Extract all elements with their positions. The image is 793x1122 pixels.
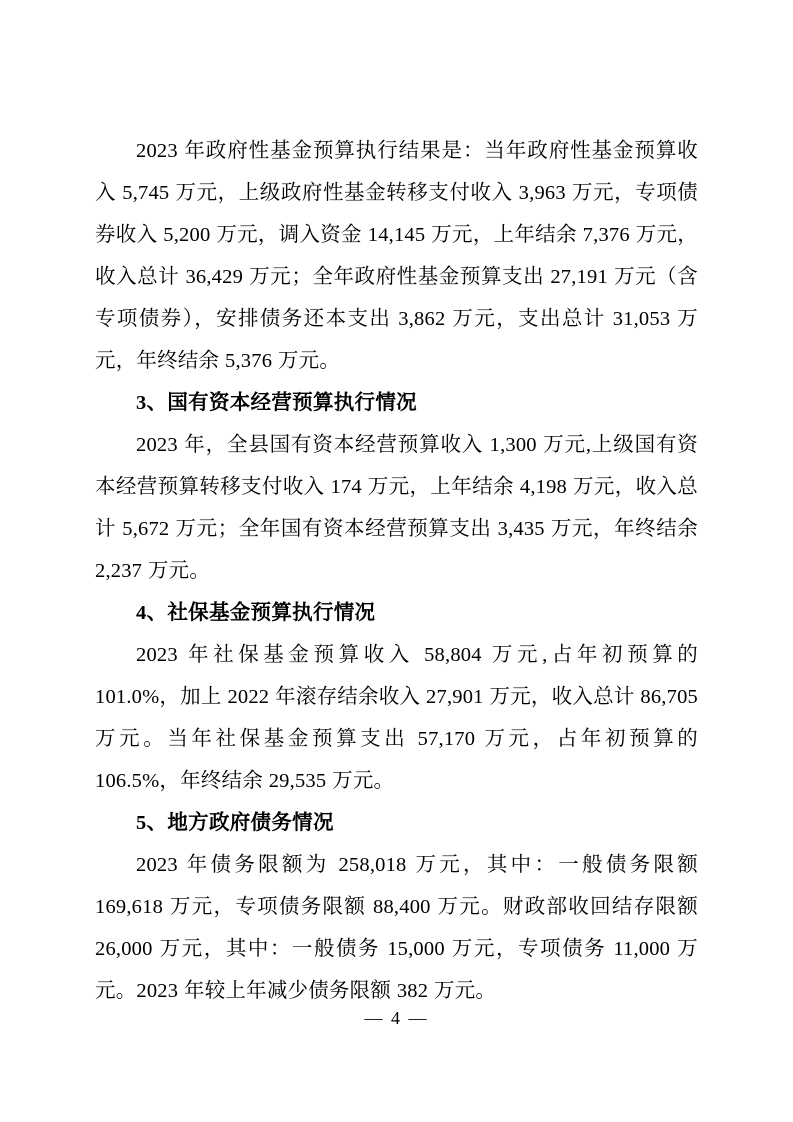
paragraph-state-capital-budget: 2023 年，全县国有资本经营预算收入 1,300 万元,上级国有资本经营预算转移支付收入 174 万元，上年结余 4,198 万元，收入总计 5,672 万元；全年国有资本经营预算支出 3,435 万元，年终结余 2,237 万元。 [95,434,698,582]
paragraph-government-fund-budget: 2023 年政府性基金预算执行结果是：当年政府性基金预算收入 5,745 万元，上级政府性基金转移支付收入 3,963 万元，专项债券收入 5,200 万元，调入资金 14,145 万元，上年结余 7,376 万元，收入总计 36,429 万元；全年政府性基金预算支出 27,191 万元（含专项债券），安排债务还本支出 3,862 万元，支出总计 31,053 万元，年终结余 5,376 万元。 [95,140,698,372]
heading-social-security-fund-budget: 4、社保基金预算执行情况 [136,602,376,624]
paragraph-local-government-debt: 2023 年债务限额为 258,018 万元，其中：一般债务限额 169,618 万元，专项债务限额 88,400 万元。财政部收回结存限额 26,000 万元，其中：一般债务 15,000 万元，专项债务 11,000 万元。2023 年较上年减少债务限额 382 万元。 [95,854,698,1002]
paragraph-social-security-fund-budget: 2023 年社保基金预算收入 58,804 万元,占年初预算的 101.0%，加上 2022 年滚存结余收入 27,901 万元，收入总计 86,705 万元。当年社保基金预算支出 57,170 万元，占年初预算的 106.5%，年终结余 29,535 万元。 [95,644,698,792]
document-body [95,130,698,1012]
heading-local-government-debt: 5、地方政府债务情况 [136,812,334,834]
heading-state-capital-budget: 3、国有资本经营预算执行情况 [136,392,417,414]
page-number: — 4 — [364,1008,429,1028]
